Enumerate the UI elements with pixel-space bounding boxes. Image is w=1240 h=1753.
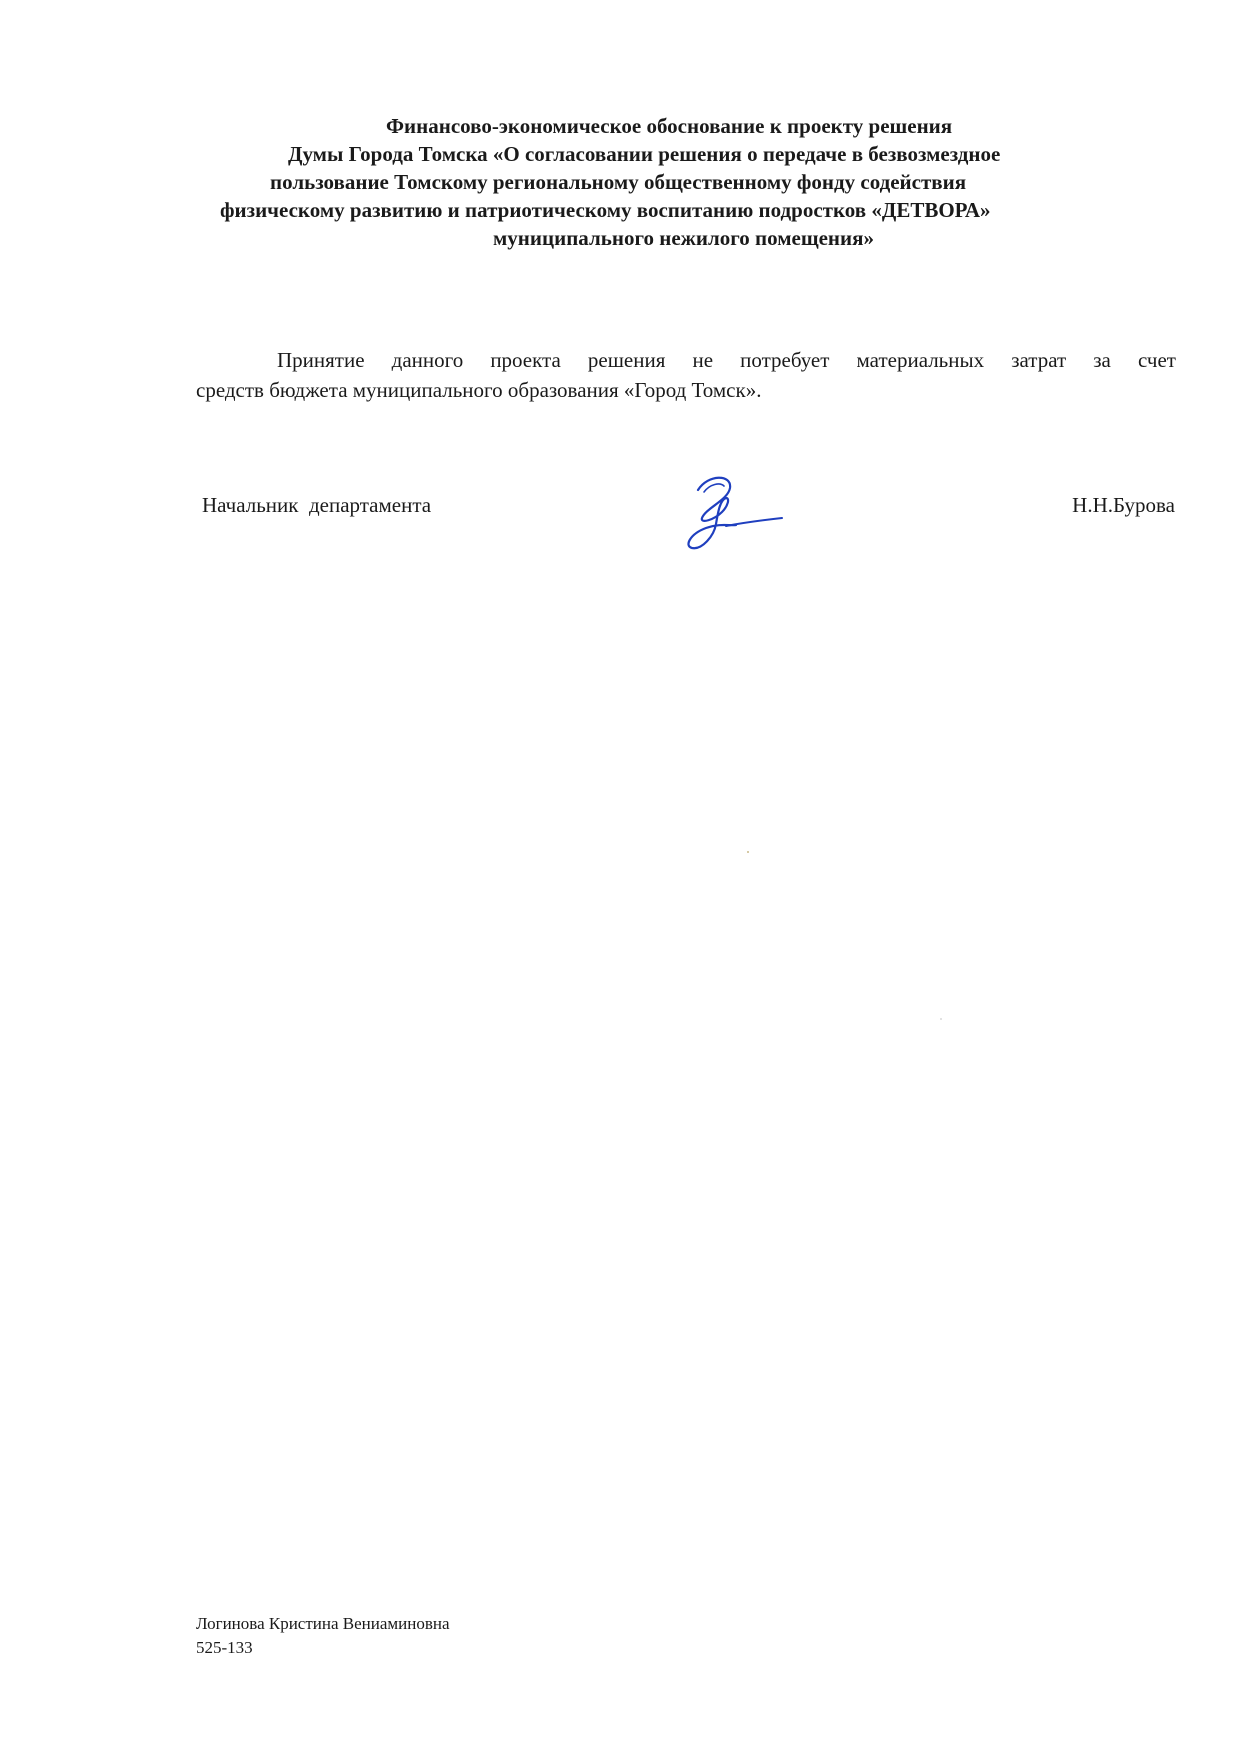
title-line: муниципального нежилого помещения»	[493, 226, 874, 250]
body-line-justified	[196, 345, 1176, 375]
executor-block	[196, 1612, 450, 1660]
body-word: потребует	[740, 348, 830, 372]
title-line: пользование Томскому региональному общественному фонду содействия	[270, 170, 967, 194]
body-word: проекта	[490, 348, 561, 372]
body-word: Принятие	[277, 348, 365, 372]
document-title	[200, 112, 1180, 252]
scan-speck	[940, 1018, 942, 1020]
body-word: счет	[1137, 348, 1176, 372]
body-word: решения	[587, 348, 666, 372]
signature-stroke	[688, 478, 736, 548]
handwritten-signature	[680, 468, 790, 558]
scan-speck	[747, 851, 749, 853]
body-word: затрат	[1011, 348, 1067, 372]
signer-name: Н.Н.Бурова	[1072, 493, 1175, 517]
signer-position: Начальник департамента	[202, 493, 432, 517]
executor-phone: 525-133	[196, 1638, 253, 1657]
signature-stroke	[726, 518, 782, 526]
title-line: Финансово-экономическое обоснование к проекту решения	[386, 114, 953, 138]
executor-name: Логинова Кристина Вениаминовна	[196, 1614, 450, 1633]
body-paragraph	[196, 345, 1176, 405]
body-word: за	[1093, 348, 1111, 372]
title-line: Думы Города Томска «О согласовании решения о передаче в безвозмездное	[288, 142, 1001, 166]
body-word: не	[692, 348, 714, 372]
body-line: средств бюджета муниципального образования «Город Томск».	[196, 378, 762, 402]
body-word: материальных	[856, 348, 985, 372]
body-word: данного	[391, 348, 464, 372]
signature-stroke	[704, 484, 724, 492]
title-line: физическому развитию и патриотическому воспитанию подростков «ДЕТВОРА»	[220, 198, 991, 222]
